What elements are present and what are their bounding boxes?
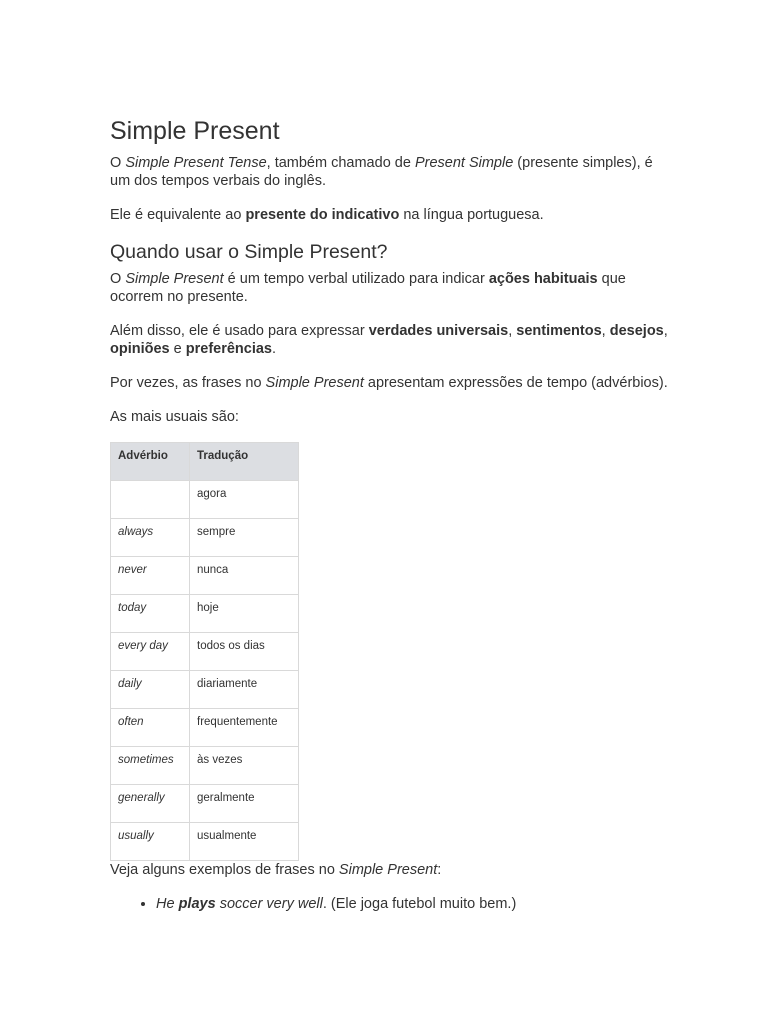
section-heading: Quando usar o Simple Present? bbox=[110, 241, 388, 263]
bold-italic-verb: plays bbox=[178, 896, 216, 912]
table-row bbox=[111, 823, 299, 861]
bold-term: ações habituais bbox=[488, 271, 598, 287]
italic-term: Simple Present bbox=[338, 862, 438, 878]
translation-cell: geralmente bbox=[190, 785, 299, 823]
table-row bbox=[111, 519, 299, 557]
text-span: apresentam expressões de tempo (advérbios). bbox=[363, 375, 668, 391]
table-row bbox=[111, 557, 299, 595]
bold-term: sentimentos bbox=[516, 323, 602, 339]
translation-cell: diariamente bbox=[190, 671, 299, 709]
bold-term: presente do indicativo bbox=[245, 207, 400, 223]
adverb-cell: never bbox=[111, 557, 190, 595]
translation-cell: sempre bbox=[190, 519, 299, 557]
translation-cell: hoje bbox=[190, 595, 299, 633]
equivalence-paragraph bbox=[110, 206, 670, 224]
italic-term: Simple Present Tense bbox=[125, 155, 267, 171]
text-span: na língua portuguesa. bbox=[399, 207, 544, 223]
adverb-cell: often bbox=[111, 709, 190, 747]
list-item bbox=[156, 895, 670, 913]
text-span: O bbox=[110, 155, 126, 171]
table-row bbox=[111, 747, 299, 785]
adverb-cell: usually bbox=[111, 823, 190, 861]
adverb-cell bbox=[111, 481, 190, 519]
adverb-cell: sometimes bbox=[111, 747, 190, 785]
adverb-cell: every day bbox=[111, 633, 190, 671]
examples-list bbox=[110, 895, 670, 913]
column-header-adverb: Advérbio bbox=[111, 443, 190, 481]
text-span: : bbox=[437, 862, 442, 878]
text-span: que ocorrem no presente. bbox=[110, 271, 626, 305]
table-row bbox=[111, 633, 299, 671]
adverb-cell: generally bbox=[111, 785, 190, 823]
table-row bbox=[111, 671, 299, 709]
translation-cell: agora bbox=[190, 481, 299, 519]
text-span: , bbox=[601, 323, 610, 339]
italic-term: Simple Present bbox=[125, 271, 224, 287]
examples-intro bbox=[110, 861, 670, 879]
table-row bbox=[111, 595, 299, 633]
text-span: Ele é equivalente ao bbox=[110, 207, 246, 223]
text-span: , bbox=[508, 323, 517, 339]
bold-term: preferências bbox=[185, 341, 272, 357]
text-span: (presente simples), é um dos tempos verbais do inglês. bbox=[110, 155, 653, 189]
usage-paragraph-1 bbox=[110, 270, 670, 306]
article-body bbox=[110, 116, 670, 913]
text-span: Além disso, ele é usado para expressar bbox=[110, 323, 369, 339]
italic-text: soccer very well bbox=[215, 896, 323, 912]
translation-cell: frequentemente bbox=[190, 709, 299, 747]
text-span: O bbox=[110, 271, 126, 287]
text-span: e bbox=[169, 341, 186, 357]
adverb-cell: today bbox=[111, 595, 190, 633]
text-span: , também chamado de bbox=[266, 155, 415, 171]
text-span: Veja alguns exemplos de frases no bbox=[110, 862, 339, 878]
text-span: . (Ele joga futebol muito bem.) bbox=[322, 896, 517, 912]
translation-cell: nunca bbox=[190, 557, 299, 595]
text-span: Por vezes, as frases no bbox=[110, 375, 266, 391]
common-adverbs-intro: As mais usuais são: bbox=[110, 409, 239, 425]
adverb-cell: daily bbox=[111, 671, 190, 709]
usage-paragraph-3 bbox=[110, 374, 670, 392]
table-row bbox=[111, 709, 299, 747]
translation-cell: às vezes bbox=[190, 747, 299, 785]
table-header-row bbox=[111, 443, 299, 481]
text-span: . bbox=[272, 341, 277, 357]
column-header-translation: Tradução bbox=[190, 443, 299, 481]
bold-term: opiniões bbox=[110, 341, 170, 357]
translation-cell: todos os dias bbox=[190, 633, 299, 671]
table-row bbox=[111, 481, 299, 519]
table-row bbox=[111, 785, 299, 823]
page-title: Simple Present bbox=[110, 117, 280, 145]
bold-term: verdades universais bbox=[368, 323, 509, 339]
intro-paragraph bbox=[110, 154, 670, 190]
italic-text: He bbox=[156, 896, 179, 912]
adverb-table bbox=[110, 442, 299, 861]
bold-term: desejos bbox=[609, 323, 664, 339]
adverb-cell: always bbox=[111, 519, 190, 557]
text-span: , bbox=[663, 323, 668, 339]
usage-paragraph-2 bbox=[110, 322, 670, 358]
text-span: é um tempo verbal utilizado para indicar bbox=[223, 271, 489, 287]
italic-term: Present Simple bbox=[414, 155, 514, 171]
italic-term: Simple Present bbox=[265, 375, 364, 391]
translation-cell: usualmente bbox=[190, 823, 299, 861]
